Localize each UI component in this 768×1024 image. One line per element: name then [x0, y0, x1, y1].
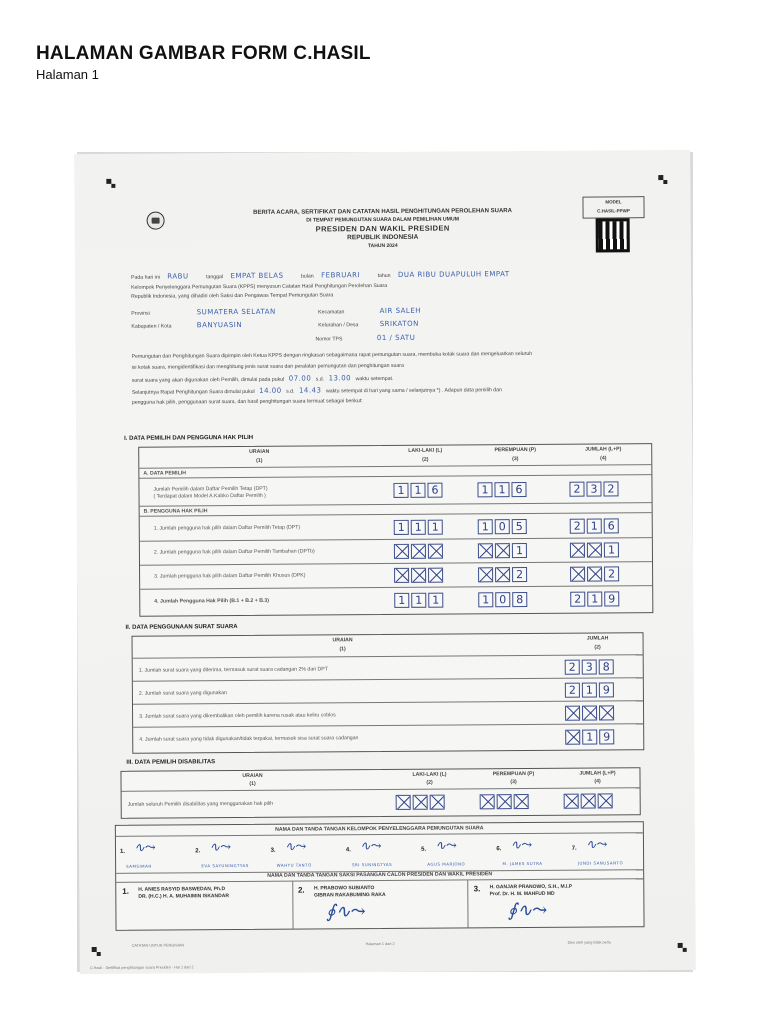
intro-line-tps: [315, 334, 415, 342]
page-title: HALAMAN GAMBAR FORM C.HASIL: [36, 43, 371, 64]
header-line-2: DI TEMPAT PEMUNGUTAN SUARA DALAM PEMILIHAN UMUM: [306, 216, 460, 224]
digit-box: [396, 795, 411, 810]
s1-b1-t: [570, 518, 619, 533]
digit-box: 1: [477, 482, 492, 497]
digit-box: [565, 706, 580, 721]
s3-col-total: JUMLAH (L+P): [579, 770, 616, 777]
registration-mark-br: [678, 943, 687, 952]
s2-r3-label: 3. Jumlah surat suara yang dikembalikan oleh pemilih karena rusak atau keliru coblos: [139, 712, 336, 720]
s2-r2-label: 2. Jumlah surat suara yang digunakan: [138, 690, 227, 697]
candidate-no: 1.: [122, 886, 129, 896]
kpps-members: [116, 832, 643, 874]
s1-col-p: PEREMPUAN (P): [494, 446, 536, 454]
header-line-5: TAHUN 2024: [367, 242, 398, 250]
para-3: [132, 374, 394, 383]
digit-box: 2: [603, 481, 618, 496]
label-tahun: tahun: [377, 272, 391, 280]
signature-scribble-icon: ∿⤳: [435, 838, 457, 854]
digit-box: 1: [410, 483, 425, 498]
digit-box: 6: [427, 483, 442, 498]
kpps-member-name: EVA SAYUNINGTYAS: [201, 862, 249, 869]
digit-box: [495, 543, 510, 558]
digit-box: 1: [411, 593, 426, 608]
signature-scribble-icon: ∿⤳: [133, 840, 156, 856]
kpps-member-no: 7.: [571, 845, 577, 852]
time2-sep: s.d.: [286, 388, 295, 395]
candidate-pair: [116, 882, 293, 930]
kpps-member: [266, 835, 342, 872]
label-tps: Nomor TPS: [315, 336, 343, 343]
registration-mark-tl: [106, 179, 115, 188]
candidate-vice: Prof. Dr. H. M. MAHFUD MD: [489, 890, 555, 898]
digit-box: 1: [478, 592, 493, 607]
digit-box: 1: [478, 519, 493, 534]
digit-box: [411, 568, 426, 583]
s2-r4-row: [133, 723, 643, 753]
digit-box: 9: [599, 729, 614, 744]
s1-idx-2: (2): [422, 456, 429, 463]
kpps-member-no: 2.: [195, 848, 201, 855]
label-kecamatan: Kecamatan: [318, 309, 345, 316]
intro-line-provinsi: [131, 307, 421, 316]
para-4: [132, 385, 502, 395]
value-bulan: FEBRUARI: [321, 271, 361, 280]
s3-t-digits: [564, 793, 613, 808]
digit-box: [581, 794, 596, 809]
s1-a-l: [393, 483, 442, 498]
footer-left: CATATAN UNTUK PENGISIAN: [131, 943, 185, 948]
digit-box: [480, 794, 495, 809]
digit-box: [582, 706, 597, 721]
digit-box: 5: [512, 519, 527, 534]
time2-start: 14.00: [259, 386, 282, 395]
s2-r4-digits: [565, 729, 614, 744]
s3-idx-2: (2): [426, 779, 433, 786]
s1-b3-t: [570, 566, 619, 581]
witness-signature-icon: ∮∿⤳: [326, 901, 366, 923]
s1-col-uraian: URAIAN: [249, 448, 270, 455]
digit-box: [495, 567, 510, 582]
digit-box: [497, 794, 512, 809]
digit-box: 0: [495, 592, 510, 607]
s2-col-total: JUMLAH: [586, 635, 609, 642]
model-code: C.HASIL-PPWP: [597, 208, 630, 214]
candidate-no: 2.: [297, 885, 305, 895]
header-line-1: BERITA ACARA, SERTIFIKAT DAN CATATAN HASIL PENGHITUNGAN PEROLEHAN SUARA: [253, 208, 512, 216]
form-paper: [74, 150, 696, 974]
digit-box: 1: [582, 730, 597, 745]
s2-col-uraian: URAIAN: [332, 637, 353, 644]
kpps-member-name: SRI SUNINGTYAS: [351, 861, 393, 868]
intro-line-date: [131, 270, 510, 280]
digit-box: [514, 794, 529, 809]
s2-r3-digits: [565, 705, 614, 720]
s1-group-a: A. DATA PEMILIH: [143, 470, 186, 477]
digit-box: [478, 567, 493, 582]
value-hari: RABU: [167, 272, 189, 281]
kpps-member-no: 5.: [421, 846, 427, 853]
section-3-table: [120, 767, 640, 819]
s3-idx-3: (3): [510, 779, 517, 786]
digit-box: 3: [586, 481, 601, 496]
candidate-pair: [292, 880, 469, 928]
value-kelurahan: SRIKATON: [379, 319, 419, 329]
digit-box: 9: [599, 682, 614, 697]
para-1: Pemungutan dan Penghitungan Suara dipimpin oleh Ketua KPPS dengan ringkasan sebagaimana rapat pemungutan suara, membuka kotak suara dan mengeluarkan seluruh: [131, 350, 533, 360]
digit-box: [570, 543, 585, 558]
form-photo: [77, 152, 693, 972]
digit-box: 1: [393, 483, 408, 498]
page-subtitle: Halaman 1: [36, 67, 99, 82]
digit-box: 9: [604, 591, 619, 606]
section-2-table: [132, 632, 645, 754]
s3-idx-4: (4): [594, 778, 601, 785]
s2-r1-label: 1. Jumlah surat suara yang diterima, termasuk surat suara cadangan 2% dari DPT: [138, 666, 328, 674]
digit-box: [394, 568, 409, 583]
s1-col-total: JUMLAH (L+P): [585, 446, 622, 453]
digit-box: 6: [511, 482, 526, 497]
s1-a-t: [569, 481, 618, 496]
signature-scribble-icon: ∿⤳: [209, 840, 232, 856]
digit-box: 1: [604, 542, 619, 557]
s1-b3-label: 3. Jumlah pengguna hak pilih dalam Daftar Pemilih Khusus (DPK): [154, 572, 306, 580]
s1-b1-l: [394, 520, 443, 535]
digit-box: 2: [570, 592, 585, 607]
candidate-pair: [468, 879, 644, 927]
kpps-member: [342, 835, 418, 872]
kpps-member-name: SAMSIMAH: [126, 863, 152, 869]
digit-box: 1: [394, 593, 409, 608]
kpps-member: [417, 834, 493, 871]
para-4-tail: waktu setempat di hari yang sama / selanjutnya *) . Adapun data pemilih dan: [325, 387, 502, 395]
digit-box: 0: [495, 519, 510, 534]
digit-box: [599, 705, 614, 720]
digit-box: 2: [569, 482, 584, 497]
digit-box: [413, 795, 428, 810]
value-tps: 01 / SATU: [376, 333, 416, 343]
signature-scribble-icon: ∿⤳: [284, 839, 307, 855]
s3-l-digits: [396, 795, 445, 810]
kpps-member-no: 4.: [345, 847, 351, 854]
digit-box: 2: [604, 566, 619, 581]
digit-box: [411, 544, 426, 559]
s3-row: [122, 787, 640, 818]
digit-box: 1: [411, 520, 426, 535]
digit-box: 1: [494, 482, 509, 497]
value-kecamatan: AIR SALEH: [379, 306, 422, 316]
witness-signature-icon: ∮∿⤳: [507, 899, 548, 922]
s1-b1-p: [478, 519, 527, 534]
s2-r1-digits: [565, 659, 614, 674]
s1-col-l: LAKI-LAKI (L): [408, 447, 443, 454]
s2-idx-1: (1): [339, 646, 346, 653]
digit-box: 1: [587, 518, 602, 533]
s3-idx-1: (1): [249, 780, 256, 787]
value-tanggal: EMPAT BELAS: [230, 271, 284, 281]
digit-box: [587, 542, 602, 557]
footer-right: Diisi oleh yang tidak perlu: [567, 940, 611, 945]
header-line-4: REPUBLIK INDONESIA: [347, 233, 419, 242]
s2-r4-label: 4. Jumlah surat suara yang tidak digunakan/tidak terpakai, termasuk sisa surat suara cadangan: [139, 735, 359, 743]
s1-a-label: Jumlah Pemilih dalam Daftar Pemilih Tetap (DPT): [153, 485, 268, 493]
value-tahun: DUA RIBU DUAPULUH EMPAT: [397, 270, 510, 279]
intro-line-3: Republik Indonesia, yang dihadiri oleh Saksi dan Pengawas Tempat Pemungutan Suara: [131, 292, 334, 300]
s1-idx-1: (1): [256, 457, 263, 464]
section-3-title: III. DATA PEMILIH DISABILITAS: [126, 759, 216, 766]
kpps-member-no: 3.: [270, 847, 276, 854]
intro-line-kabupaten: [131, 320, 419, 329]
qr-code-icon: [599, 221, 627, 249]
s3-row-label: Jumlah seluruh Pemilih disabilitas yang menggunakan hak pilih: [127, 800, 274, 808]
s1-idx-4: (4): [600, 455, 607, 462]
candidate-president: H. GANJAR PRANOWO, S.H., M.I.P: [489, 883, 573, 891]
label-bulan: bulan: [300, 273, 314, 280]
candidate-no: 3.: [473, 884, 481, 894]
s2-r2-digits: [565, 682, 614, 697]
kpps-member-no: 6.: [496, 846, 502, 853]
kpps-member: [492, 834, 568, 871]
digit-box: 1: [428, 520, 443, 535]
para-2: isi kotak suara, mengidentifikasi dan menghitung jenis surat suara dan peralatan pemungutan dan penghitungan suara: [131, 362, 404, 371]
digit-box: 3: [582, 660, 597, 675]
digit-box: 6: [604, 518, 619, 533]
s1-b3-p: [478, 567, 527, 582]
para-3-label: surat suara yang akan digunakan oleh Pemilih, dimulai pada pukul: [131, 376, 285, 384]
digit-box: [598, 793, 613, 808]
s1-a-p: [477, 482, 526, 497]
digit-box: 2: [565, 683, 580, 698]
signature-table: [115, 821, 645, 931]
s1-b2-label: 2. Jumlah pengguna hak pilih dalam Daftar Pemilih Tambahan (DPTb): [153, 548, 315, 556]
time-zone: waktu setempat.: [355, 375, 394, 383]
digit-box: [430, 795, 445, 810]
s3-p-digits: [480, 794, 529, 809]
digit-box: 2: [512, 567, 527, 582]
s1-b3-l: [394, 568, 443, 583]
digit-box: [428, 568, 443, 583]
digit-box: 1: [394, 520, 409, 535]
kpps-member: [568, 833, 644, 870]
section-1-title: I. DATA PEMILIH DAN PENGGUNA HAK PILIH: [124, 434, 254, 442]
section-2-title: II. DATA PENGGUNAAN SURAT SUARA: [125, 624, 238, 631]
digit-box: [565, 730, 580, 745]
para-4-label: Selanjutnya Rapat Penghitungan Suara dimulai pukul: [131, 388, 255, 396]
candidate-president: H. ANIES RASYID BASWEDAN, Ph.D: [138, 886, 226, 893]
digit-box: [570, 567, 585, 582]
digit-box: [478, 543, 493, 558]
s1-b4-p: [478, 592, 527, 607]
kpps-member-name: M. JAMES SUTRA: [502, 860, 543, 867]
label-kabupaten: Kabupaten / Kota: [131, 323, 172, 330]
digit-box: [587, 566, 602, 581]
digit-box: [428, 544, 443, 559]
digit-box: 8: [599, 659, 614, 674]
time-start: 07.00: [288, 374, 312, 383]
s2-idx-2: (2): [594, 644, 601, 651]
digit-box: 2: [565, 660, 580, 675]
time-end: 13.00: [328, 374, 352, 383]
label-kelurahan: Kelurahan / Desa: [318, 322, 359, 329]
label-tanggal: tanggal: [206, 274, 224, 281]
s1-group-b: B. PENGGUNA HAK PILIH: [143, 508, 208, 515]
kpps-member-no: 1.: [119, 848, 126, 855]
s3-col-l: LAKI-LAKI (L): [412, 771, 447, 778]
s1-b4-row: [140, 585, 652, 616]
footer-mid: Halaman 1 dari 2: [365, 941, 395, 947]
time-sep: s.d.: [315, 376, 325, 383]
model-label: MODEL: [605, 199, 622, 205]
para-5: pengguna hak pilih, penggunaan surat suara, dan hasil penghitungan suara termuat sebagai berikut:: [131, 398, 363, 406]
signature-scribble-icon: ∿⤳: [510, 837, 533, 854]
footer-bottom: C.Hasil - Sertifikat penghitungan suara Presiden - Hal 1 dari 2: [89, 965, 194, 971]
s1-a-note: ( Terdapat dalam Model A.Kabko Daftar Pemilih ): [153, 492, 266, 500]
value-kabupaten: BANYUASIN: [196, 320, 243, 330]
label-provinsi: Provinsi: [131, 310, 150, 317]
s1-idx-3: (3): [512, 456, 519, 463]
model-code-box: [582, 196, 644, 218]
candidate-list: [116, 878, 643, 930]
registration-mark-tr: [658, 175, 667, 184]
intro-line-2: Kelompok Penyelenggara Pemungutan Suara (KPPS) menyusun Catatan Hasil Penghitungan Perolehan Suara: [131, 282, 388, 291]
s1-b4-label: 4. Jumlah Pengguna Hak Pilih (B.1 + B.2 + B.3): [154, 597, 270, 605]
candidate-vice: DR. (H.C.) H. A. MUHAIMIN ISKANDAR: [138, 893, 230, 900]
candidate-vice: GIBRAN RAKABUMING RAKA: [313, 892, 386, 899]
candidate-president: H. PRABOWO SUBIANTO: [313, 885, 375, 892]
signature-scribble-icon: ∿⤳: [585, 837, 608, 853]
label-hari: Pada hari ini: [130, 274, 160, 281]
header-line-3: PRESIDEN DAN WAKIL PRESIDEN: [315, 223, 450, 234]
time2-end: 14.43: [298, 386, 322, 395]
digit-box: [394, 544, 409, 559]
kpps-member: [191, 836, 267, 873]
s3-col-uraian: URAIAN: [242, 772, 263, 780]
kpps-member-name: WAHYU TANTO: [276, 862, 312, 868]
digit-box: 1: [512, 543, 527, 558]
digit-box: 2: [570, 519, 585, 534]
s1-b4-t: [570, 591, 619, 606]
s3-col-p: PEREMPUAN (P): [492, 770, 535, 778]
kpps-member: [116, 836, 192, 873]
digit-box: 1: [582, 683, 597, 698]
registration-mark-bl: [92, 947, 101, 956]
value-provinsi: SUMATERA SELATAN: [196, 307, 276, 317]
s1-b2-l: [394, 544, 443, 559]
digit-box: [564, 794, 579, 809]
section-1-table: [138, 443, 653, 617]
digit-box: 1: [587, 591, 602, 606]
s1-b4-l: [394, 593, 443, 608]
saksi-title: NAMA DAN TANDA TANGAN SAKSI PASANGAN CALON PRESIDEN DAN WAKIL PRESIDEN: [267, 871, 493, 879]
kpps-member-name: JUNDI SANUSANTO: [577, 860, 624, 866]
digit-box: 8: [512, 592, 527, 607]
signature-scribble-icon: ∿⤳: [359, 839, 382, 855]
s1-b2-p: [478, 543, 527, 558]
kpps-member-name: AGUS MARJONO: [427, 861, 466, 867]
kpps-title: NAMA DAN TANDA TANGAN KELOMPOK PENYELENGGARA PEMUNGUTAN SUARA: [275, 825, 484, 833]
s1-b2-t: [570, 542, 619, 557]
s1-b1-label: 1. Jumlah pengguna hak pilih dalam Daftar Pemilih Tetap (DPT): [153, 524, 301, 532]
digit-box: 1: [428, 593, 443, 608]
